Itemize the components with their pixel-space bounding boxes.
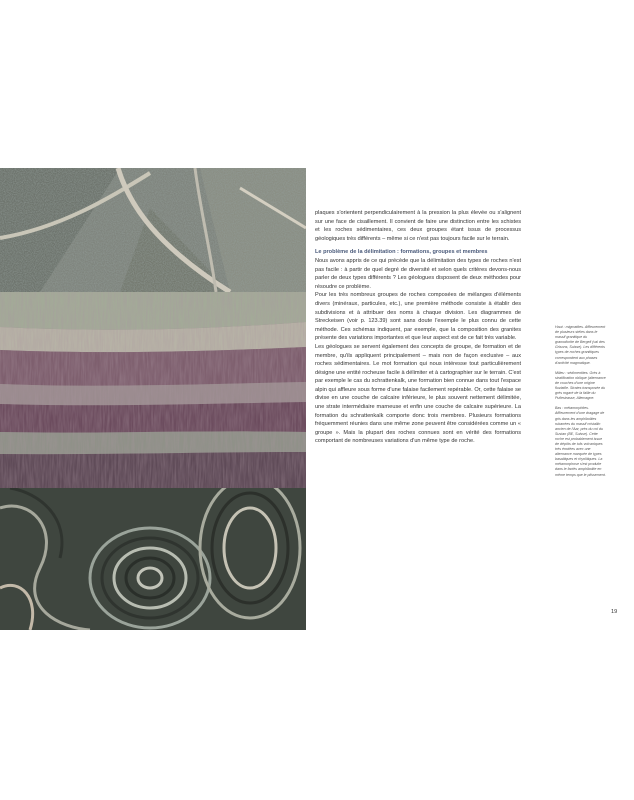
- paragraph-4: Les géologues se servent également des concepts de groupe, de formation et de membre, qu'ils appliquent principalement – mais non de façon exclusive – aux roches sédimentaires. Le mot formation qui nous intéresse tout particulièrement désigne une entité rocheuse facile à délimiter et à cartographier sur le terrain. C'est par exemple le cas du schrattenkalk, une formation bien connue dans tout l'espace alpin qui affleure sous forme d'une falaise facilement repérable. Or, cette falaise se divise en une couche de calcaire inférieure, le plus souvent nettement délimitée, une strate intermédiaire marneuse et enfin une couche de calcaire supérieure. La formation du schrattenkalk comporte donc trois membres. Plusieurs formations fréquemment réunies dans une même zone peuvent être considérées comme un « groupe ». Mais la plupart des roches connues sont en vérité des formations comportant de nombreuses variations d'un même type de roche.: [315, 343, 521, 445]
- section-heading: Le problème de la délimitation : formations, groupes et membres: [315, 249, 488, 256]
- paragraph-1: plaques s'orientent perpendiculairement à la pression la plus élevée ou s'alignent sur une face de cisaillement. Il convient de faire une distinction entre les schistes et les roches sédimentaires, ces deux groupes étant issus de processus géologiques très différents – même si ce n'est pas toujours facile sur le terrain.: [315, 210, 521, 242]
- caption-middle: Milieu : sédimentites. Grès à stratification oblique (alternance de couches d'une origine fluviatile. Strates transposée du grès rogaré de la faille du Pullestrasse, Allemagne.: [555, 370, 606, 401]
- caption-top: Haut : migmatites. Affleurement de plusieurs stèles dans le massif granitique du granodiorite de Bergell (val des Grisons, Suisse). Les différents types de roches granitiques correspondent aux phases d'activité magmatique.: [555, 325, 606, 365]
- granite-photo: [0, 168, 306, 292]
- sediment-photo: [0, 292, 306, 488]
- photo-captions: [555, 325, 607, 483]
- paragraph-3: Pour les très nombreux groupes de roches composées de mélanges d'éléments divers (minéraux, particules, etc.), une première méthode consiste à établir des subdivisions et à attribuer des noms à chaque division. Les diagrammes de Streckeisen (voir p. 123.39) sont sans doute l'exemple le plus connu de cette méthode. Ces schémas indiquent, par exemple, que la composition des granites présente des variations importantes et que leur aspect est de ce fait très variable.: [315, 292, 521, 342]
- main-text-column: [315, 209, 521, 446]
- page-number: 19: [611, 609, 618, 615]
- caption-bottom: Bas : métamorphites. Affleurement d'une dragage de gris dans les amphibolites rubanées du massif cristallin ancien de l'Aar, près du col du Sustan (BE, Suisse). Cette roche est probablement issue de dépôts de tufs volcaniques très érodées avec une alternance marquée de types basaltiques et rhyolitiques. La métamorphose s'est produite dans le faciès amphibolite en même temps que le plissement.: [555, 406, 606, 477]
- schist-photo: [0, 488, 306, 630]
- paragraph-2: Nous avons appris de ce qui précède que la délimitation des types de roches n'est pas facile : à partir de quel degré de diversité et selon quels critères devons-nous parler de deux types différents ? Les géologues disposent de deux méthodes pour résoudre ce problème.: [315, 257, 521, 290]
